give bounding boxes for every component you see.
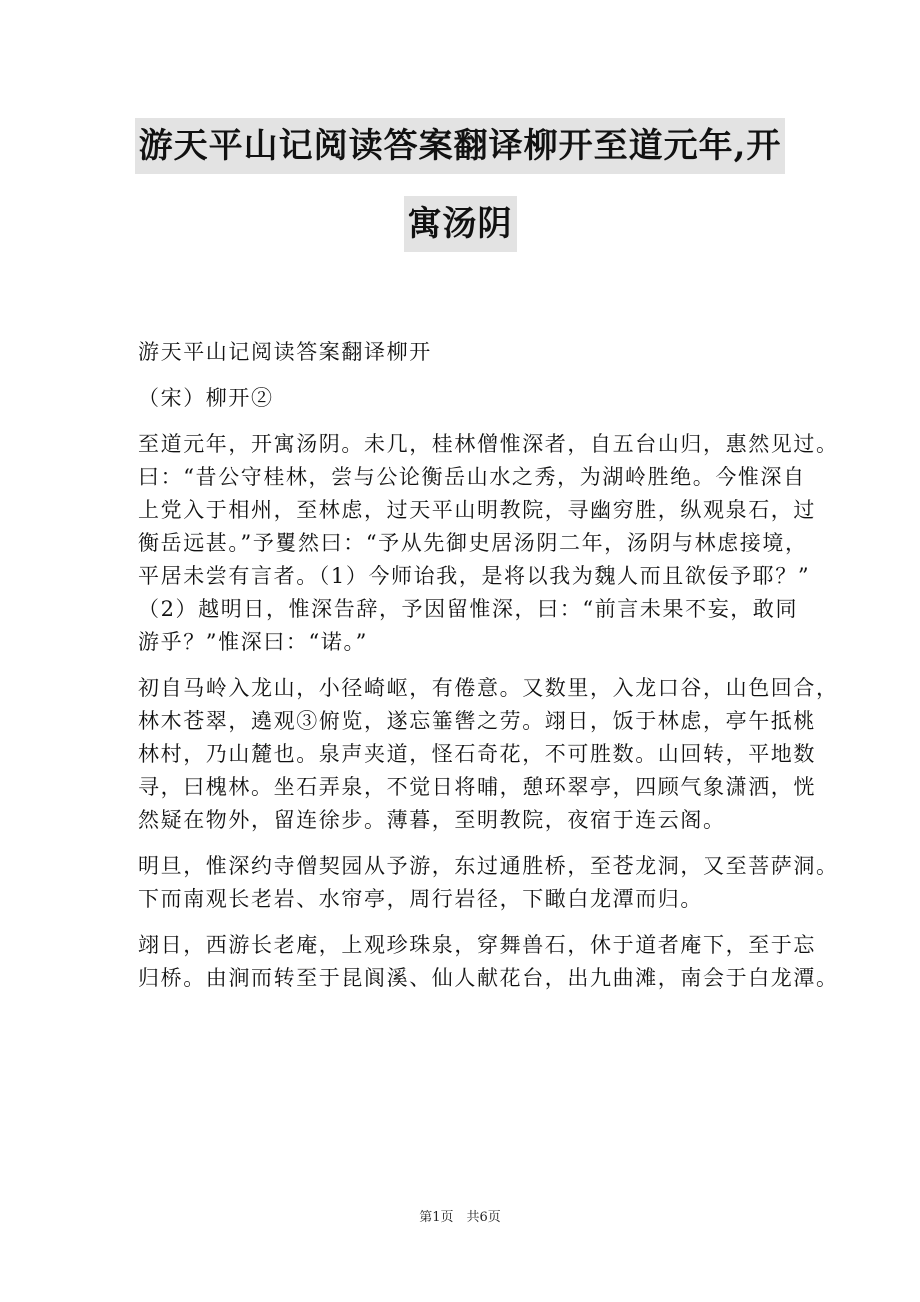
text-line: 至道元年，开寓汤阴。未几，桂林僧惟深者，自五台山归，惠然见过。 <box>138 432 839 456</box>
text-line: 明旦，惟深约寺僧契园从予游，东过通胜桥，至苍龙洞，又至菩萨洞。 <box>138 854 839 878</box>
text-line: 然疑在物外，留连徐步。薄暮，至明教院，夜宿于连云阁。 <box>138 808 726 832</box>
body-paragraph <box>138 428 839 659</box>
text-line: （宋）柳开② <box>138 386 274 410</box>
text-line: 翊日，西游长老庵，上观珍珠泉，穿舞兽石，休于道者庵下，至于忘 <box>138 933 816 957</box>
text-line: 林村，乃山麓也。泉声夹道，怪石奇花，不可胜数。山回转，平地数 <box>138 742 816 766</box>
text-line: 曰：“昔公守桂林，尝与公论衡岳山水之秀，为湖岭胜绝。今惟深自 <box>138 465 806 489</box>
body-paragraph <box>138 929 839 995</box>
text-line: 上党入于相州，至林虑，过天平山明教院，寻幽穷胜，纵观泉石，过 <box>138 498 816 522</box>
title-line-1: 游天平山记阅读答案翻译柳开至道元年,开 <box>135 118 786 174</box>
text-line: 下而南观长老岩、水帘亭，周行岩径，下瞰白龙潭而归。 <box>138 887 703 911</box>
text-line: 游乎？”惟深曰：“诺。” <box>138 630 368 654</box>
text-line: 平居未尝有言者。（1）今师诒我，是将以我为魏人而且欲佞予耶？” <box>138 564 811 588</box>
subtitle-paragraph <box>138 336 788 369</box>
text-line: 衡岳远甚。”予矍然曰：“予从先御史居汤阴二年，汤阴与林虑接境， <box>138 531 808 555</box>
text-line: 归桥。由涧而转至于昆阆溪、仙人献花台，出九曲滩，南会于白龙潭。 <box>138 966 839 990</box>
page-footer: 第1页 共6页 <box>419 1210 501 1225</box>
document-body <box>138 336 839 1008</box>
text-line: （2）越明日，惟深告辞，予因留惟深，曰：“前言未果不妄，敢同 <box>138 597 799 621</box>
title-line-2: 寓汤阴 <box>404 196 517 252</box>
text-line: 寻，曰槐林。坐石弄泉，不觉日将晡，憩环翠亭，四顾气象潇洒，恍 <box>138 775 816 799</box>
text-line: 初自马岭入龙山，小径崎岖，有倦意。又数里，入龙口谷，山色回合， <box>138 676 839 700</box>
body-paragraph <box>138 672 839 837</box>
document-title <box>0 118 920 252</box>
author-paragraph <box>138 382 788 415</box>
text-line: 林木苍翠，遶观③俯览，遂忘箠辔之劳。翊日，饭于林虑，亭午抵桃 <box>138 709 816 733</box>
text-line: 游天平山记阅读答案翻译柳开 <box>138 340 432 364</box>
body-paragraph <box>138 850 839 916</box>
